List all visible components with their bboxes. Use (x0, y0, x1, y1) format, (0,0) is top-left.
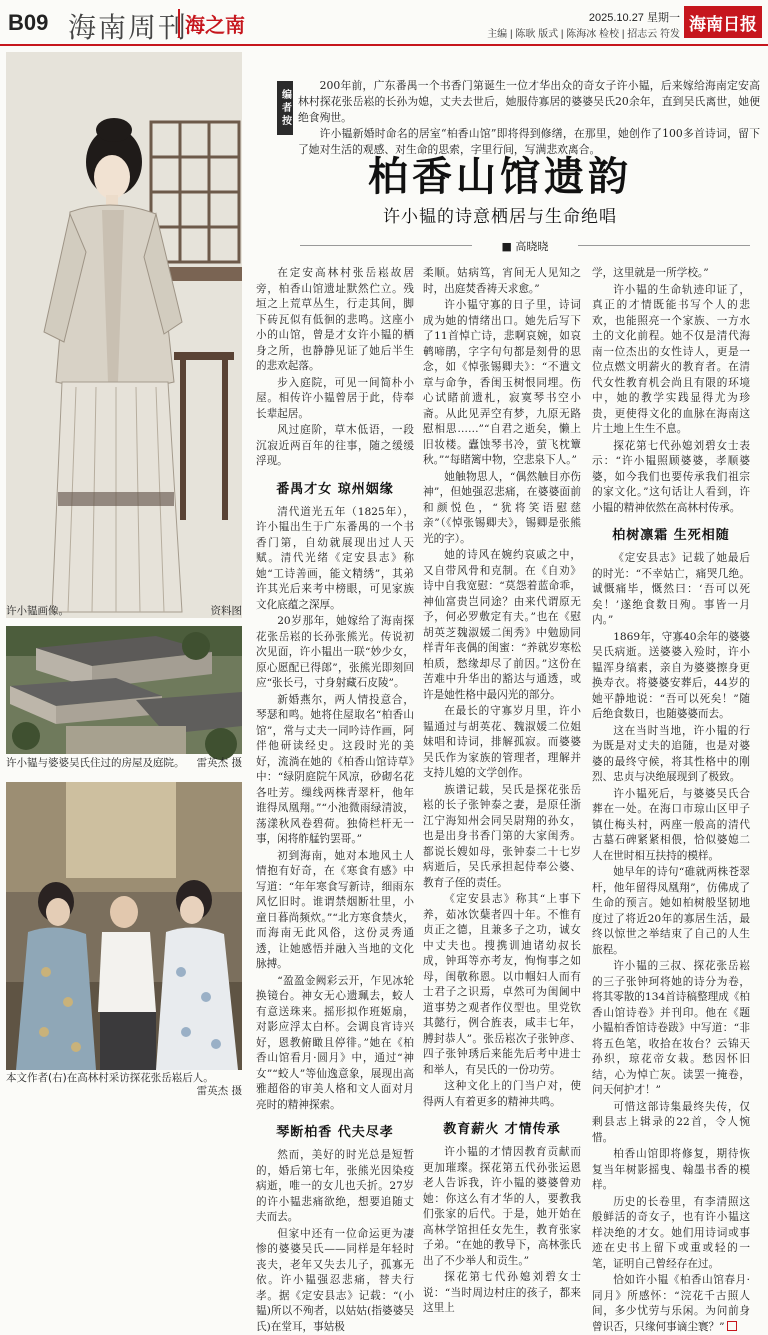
body-paragraph: 但家中还有一位命运更为凄惨的婆婆吴氏——同样是年轻时丧夫，老年又失去儿子，孤寡无依。许小韫强忍悲痛，替夫行孝。据《定安县志》记载：“(小韫)所以不殉者，以姑姑(指婆婆吴氏)在堂耳，事姑极 (256, 1227, 414, 1335)
body-paragraph: 风过庭阶，草木低语，一段沉寂近两百年的往事，随之缓缓浮现。 (256, 423, 414, 470)
courtyard-photo (6, 626, 242, 754)
editor-note-paragraph: 许小韫新婚时命名的居室“柏香山馆”即将得到修缮，在那里，她创作了100多首诗词，留下了她对生活的观感、对生命的思索，字里行间，写满悲欢离合。 (298, 126, 760, 158)
end-of-article-mark (727, 1321, 737, 1331)
body-paragraph: 族谱记载，吴氏是探花张岳崧的长子张钟泰之妻，是原任浙江宁海知州会同吴尉翔的孙女，也是出身书香门第的大家闺秀。都说长嫂如母，张钟泰二十七岁病逝后，吴氏承担起侍奉公婆、教育子侄的责任。 (423, 783, 581, 892)
masthead: 海南周刊 (68, 6, 188, 46)
body-paragraph: 许小韫的生命轨迹印证了，真正的才情既能书写个人的悲欢，也能照亮一个家族、一方水土的文化前程。她不仅是清代海南一位杰出的女性诗人，更是一位点燃文明薪火的教育者。在清代女性教育机会尚且有限的环境中，她的教学实践显得尤为珍贵，更使得文化的血脉在海南这片土地上生生不息。 (592, 283, 750, 438)
byline-rule-right (578, 245, 750, 246)
body-paragraph: 然而，美好的时光总是短暂的，婚后第七年，张熊光因染疫病逝，唯一的女儿也夭折。27岁的许小韫悲痛欲绝，想要追随丈夫而去。 (256, 1148, 414, 1226)
body-paragraph: 在最长的守寡岁月里，许小韫通过与胡英花、魏淑媛二位姐妹唱和诗词，排解孤寂。而婆婆吴氏作为家族的管理者，理解并支持儿媳的文学创作。 (423, 704, 581, 782)
body-paragraph: 新婚燕尔，两人情投意合，琴瑟和鸣。她将住屋取名“柏香山馆”，常与丈夫一同吟诗作画，阿伴他研读经史。这段时光的美好，流淌在她的《柏香山馆诗草》中：“绿阴庭院午风凉，砂砌名花各吐芳。缫线两株青翠杆，他年谁得凤凰翔。”“小池微雨绿清波，荡漾秋风卷碧荷。独倚栏杆无一事，闲将舴艋钓罢哥。” (256, 693, 414, 848)
section-heading: 教育薪火 才情传承 (423, 1118, 581, 1137)
interview-image (6, 782, 242, 1070)
section-name: 海之南 (178, 9, 245, 38)
section-heading: 琴断柏香 代夫尽孝 (256, 1121, 414, 1140)
interview-photo (6, 782, 242, 1070)
photo-credit: 雷英杰 摄 (197, 756, 242, 770)
body-paragraph: 《定安县志》称其“上事下养，茹冰饮蘖者四十年。不惟有贞正之德，且兼多子之功，诚女中丈夫也。搜携训迪诸幼叔长成，钟珥等亦考友，恂恂事之如母，闺敬称恩。以巾帼妇人而有士君子之识焉，卓然可为闺阃中道事势之观者作仪型也。里党钦其懿行，例合旌表，咸丰七年，膊封恭人”。张岳崧次子张钟彦、四子张钟琇后来能先后考中进士和举人，有吴氏的一份功劳。 (423, 892, 581, 1078)
section-heading: 柏树凛霜 生死相随 (592, 524, 750, 543)
body-paragraph: 学，这里就是一所学校。” (592, 266, 750, 282)
editor-credits: 主编 | 陈耿 版式 | 陈海冰 检校 | 招志云 符发 (487, 25, 680, 40)
author-name: ■ 高晓晓 (480, 238, 570, 254)
body-paragraph: 这在当时当地，许小韫的行为既是对丈夫的追随，也是对婆婆的最终守候，将其性格中的刚烈、忠贞与决绝展现到了极致。 (592, 724, 750, 786)
body-paragraph: 1869年，守寡40余年的婆婆吴氏病逝。送婆婆入殓时，许小韫浑身缟素，亲自为婆婆擦身更换寿衣。将婆婆安葬后，44岁的她平静地说：“吾可以死矣！”随后绝食数日，也随婆婆而去。 (592, 630, 750, 723)
body-paragraph: 这种文化上的门当户对，使得两人有着更多的精神共鸣。 (423, 1079, 581, 1110)
header-rule (0, 44, 768, 46)
newspaper-logo: 海南日报 (684, 6, 762, 38)
caption-text: 许小韫画像。 (6, 605, 69, 617)
byline (300, 238, 750, 252)
body-paragraph: 柔顺。姑病笃，宵间无人见知之时，出庭焚香祷天求愈。” (423, 266, 581, 297)
editor-note-paragraph: 200年前，广东番禺一个书香门第诞生一位才华出众的奇女子许小韫，后来嫁给海南定安高林村探花张岳崧的长孙为媳，丈夫去世后，她服侍寡居的婆婆吴氏20余年，直到吴氏离世，她便绝食殉世。 (298, 78, 760, 126)
body-paragraph: 她早年的诗句“碓就两株苍翠杆，他年留得凤凰翔”，仿佛成了生命的预言。她如柏树般坚韧地度过了将近20年的寡居生活，最终以惊世之举结束了自己的人生旅程。 (592, 865, 750, 958)
issue-date: 2025.10.27 星期一 (589, 9, 680, 25)
editor-note-tag: 编者按 (277, 81, 293, 135)
section-heading: 番禺才女 琼州姻缘 (256, 478, 414, 497)
photo-credit: 雷英杰 摄 (6, 1085, 242, 1098)
portrait-illustration (6, 52, 242, 618)
body-paragraph: 探花第七代孙媳刘碧女士说：“当时周边村庄的孩子，都来这里上 (423, 1270, 581, 1317)
closing-paragraph-text: 恰如许小韫《柏香山馆春月·同月》所感怀：“浣花千古照人间，多少忧劳与乐闲。为问前身曾识否，只缘何事谪尘寰？” (592, 1274, 750, 1333)
body-paragraph: 许小韫死后，与婆婆吴氏合葬在一处。在海口市琼山区甲子镇仕梅头村，两座一般高的清代古墓石碑紧紧相偎，恰似婆媳二人在世时相互扶持的模样。 (592, 787, 750, 865)
body-paragraph: 《定安县志》记载了她最后的时光：“不幸姑亡，痛哭几绝。诚慨痛毕，慨然曰：‘吾可以死矣！’遂绝食数日殉。事皆一月内。” (592, 551, 750, 629)
body-paragraph: 步入庭院，可见一间简朴小屋。相传许小韫曾居于此，侍奉长辈起居。 (256, 376, 414, 423)
body-paragraph: 她触物思人，“偶然触目亦伤神”，但她强忍悲痛，在婆婆面前和颜悦色，“犹将笑语慰慈亲”（《悼张锡卿夫》，锡卿是张熊光的字）。 (423, 470, 581, 548)
body-paragraph: 历史的长卷里，有李清照这般鲜活的奇女子，也有许小韫这样决绝的才女。她们用诗词或事迹在史书上留下或重或轻的一笔，证明自己曾经存在过。 (592, 1195, 750, 1273)
body-paragraph: 许小韫守寡的日子里，诗词成为她的情绪出口。她先后写下了11首悼亡诗，悲啊哀婉，如哀鹌啼鹃，字字句句都是刻骨的思念，如《悼张锡卿夫》：“不遣文章与命争，香闺玉树恨同埋。伤心试睹前遗札，寂寞琴书空小斋。从此见弄空有梦，九原无路慰相思……”“自君之逝矣，懒上旧妆楼。蠹蚀琴书冷，萤飞枕簟秋。”“每睹篱中物，空悲泉下人。” (423, 298, 581, 469)
body-paragraph: 她的诗风在婉约哀戚之中，又自带风骨和克制。在《自劝》诗中自我宽慰：“莫怨着蓝命乖，神仙富贵岂同途？由来代谓原无予，何必罗敷定有夫。”也在《慰胡英芝魏淑媛二闺秀》中勉励同样青年丧偶的闺蜜：“养就岁寒松柏质，愁缘却尽了前因。”这份在苦难中升华出的豁达与通透，或许是她性格中最闪光的部分。 (423, 548, 581, 703)
byline-rule-left (300, 245, 472, 246)
photo-credit: 资料图 (211, 604, 243, 618)
interview-caption (6, 1072, 242, 1098)
body-paragraph: 可惜这部诗集最终失传，仅剩县志上辑录的22首，令人惋惜。 (592, 1100, 750, 1147)
body-paragraph: 柏香山馆即将修复，期待恢复当年树影摇曳、翰墨书香的模样。 (592, 1147, 750, 1194)
portrait-caption (6, 604, 242, 618)
body-paragraph: 许小韫的才情因教育贡献而更加璀璨。探花第五代孙张运恩老人告诉我，许小韫的婆婆曾劝她：你这么有才华的人，要教我们张家的后代。于是，她开始在高林学馆担任女先生，教育张家子弟。“在她的教导下，高林张氏出了不少举人和贡生。” (423, 1145, 581, 1269)
page-header (0, 0, 768, 44)
caption-text: 本文作者(右)在高林村采访探花张岳崧后人。 (6, 1072, 242, 1085)
body-paragraph (592, 1273, 750, 1335)
text-column-1 (256, 266, 414, 1106)
page-number: B09 (8, 10, 48, 36)
text-column-2 (423, 266, 581, 1106)
body-paragraph: 20岁那年，她嫁给了海南探花张岳崧的长孙张熊光。传说初次见面，许小韫出一联“妙少女，原心愿配已得郎”，张熊光即刻回应“张长弓，寸身射藏石皮陵”。 (256, 614, 414, 692)
courtyard-caption (6, 756, 242, 770)
body-paragraph: “盈盈金阙彩云开，乍见冰轮换镜台。神女无心遗珮去，蛟人有意送珠来。摇形拟作班姬扇，对影应浮太白杯。会调良宵诗兴好，恩教俯瞰且停徘。”她在《柏香山馆看月·圆月》中，通过“神女”“蛟人”等仙逸意象，展现出高雅超俗的审美人格和文人面对月亮时的精神探索。 (256, 974, 414, 1114)
caption-text: 许小韫与婆婆吴氏住过的房屋及庭院。 (6, 757, 185, 769)
body-paragraph: 清代道光五年（1825年），许小韫出生于广东番禺的一个书香门第，自幼就展现出过人天赋。清代光绪《定安县志》称她“工诗善画，能文精绣”，其弟许其光后来考中榜眼，可见家族文化底蕴之深厚。 (256, 505, 414, 614)
article-subtitle: 许小韫的诗意栖居与生命绝唱 (250, 202, 750, 227)
body-paragraph: 初到海南，她对本地风土人情抱有好奇，在《寒食有感》中写道：“年年寒食写新诗，细雨东风忆旧时。谁谓禁烟断壮里，小童日暮尚频炊。”“北方寒食禁火，而海南无此风俗，这份灵秀通透，让她感悟并融入当地的文化脉搏。 (256, 849, 414, 973)
body-paragraph: 许小韫的三叔、探花张岳崧的三子张钟珂将她的诗分为卷，将其零散的134首诗稿整理成《柏香山馆诗卷》并刊印。他在《题小韫柏香馆诗卷跋》中写道：“非将五色笔，收拾在妆台？云锦天孙织，琼花帝女栽。愁因怀旧结，心为悼亡灰。读罢一掩卷，问天何护才！” (592, 959, 750, 1099)
article-title: 柏香山馆遗韵 (250, 145, 750, 202)
body-paragraph: 在定安高林村张岳崧故居旁，柏香山馆遗址默然伫立。残垣之上荒草丛生，行走其间，脚下砖瓦似有低徊的悲鸣。这座小小的山馆，曾是才女许小韫的栖身之所，也静静见证了她后半生的悲欢起落。 (256, 266, 414, 375)
portrait-photo (6, 52, 242, 618)
body-paragraph: 探花第七代孙媳刘碧女士表示：“许小韫照顾婆婆，孝顺婆婆，如今我们也要传承我们祖宗的家文化。”这句话让人看到，许小韫的精神依然在高林村传承。 (592, 439, 750, 517)
courtyard-aerial-image (6, 626, 242, 754)
text-column-3 (592, 266, 750, 1106)
